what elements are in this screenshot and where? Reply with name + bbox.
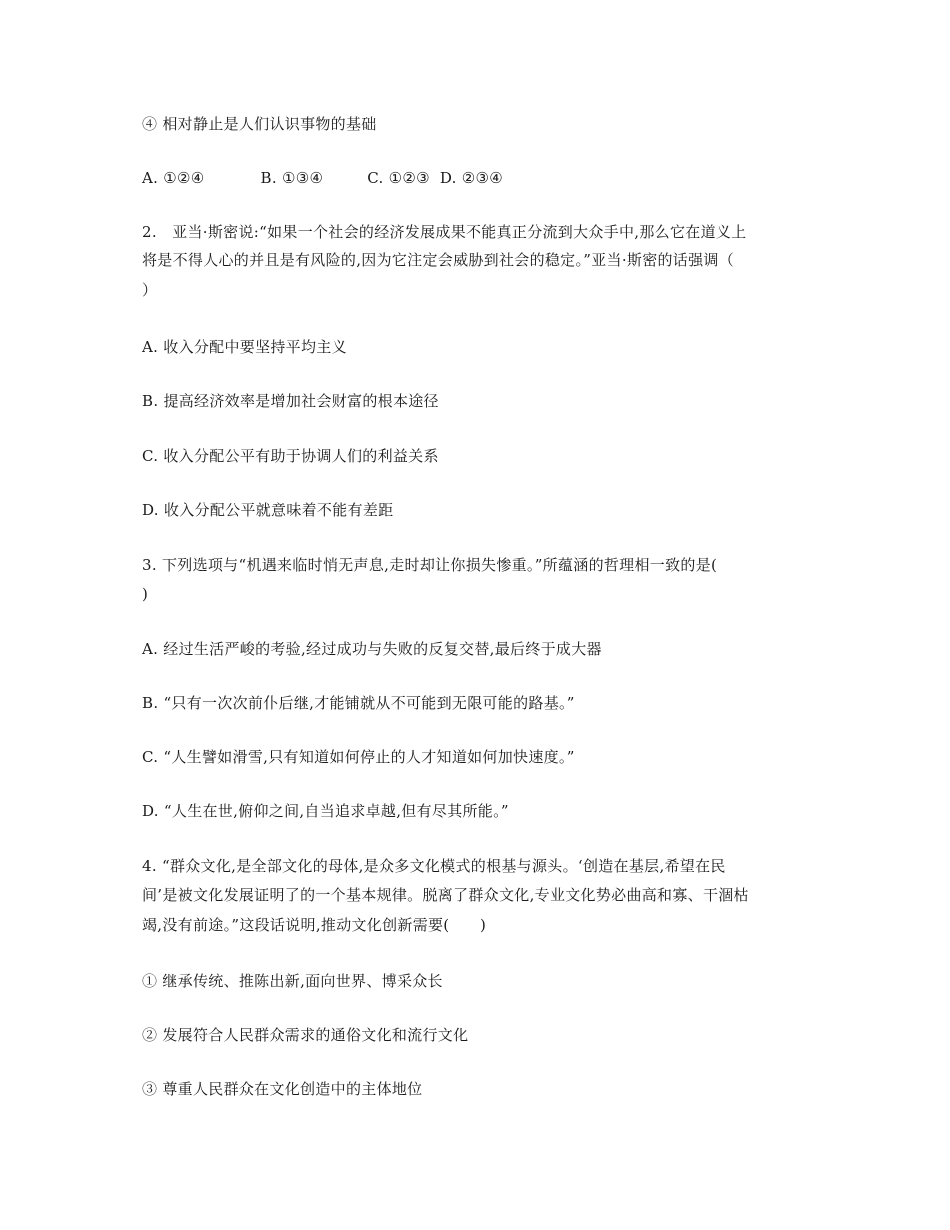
q1-choice-b[interactable]: B. ①③④ bbox=[260, 169, 324, 187]
q4-option-2[interactable]: ② 发展符合人民群众需求的通俗文化和流行文化 bbox=[142, 1026, 469, 1044]
q3-option-c[interactable]: C. “人生譬如滑雪,只有知道如何停止的人才知道如何加快速度。” bbox=[142, 748, 575, 766]
q4-option-1[interactable]: ① 继承传统、推陈出新,面向世界、博采众长 bbox=[142, 972, 443, 990]
q2-stem-line-1: 2. 亚当·斯密说:“如果一个社会的经济发展成果不能真正分流到大众手中,那么它在道义上 bbox=[142, 223, 747, 241]
q3-stem-line-2: ) bbox=[142, 585, 149, 603]
q3-option-a[interactable]: A. 经过生活严峻的考验,经过成功与失败的反复交替,最后终于成大器 bbox=[142, 640, 602, 658]
q2-option-d[interactable]: D. 收入分配公平就意味着不能有差距 bbox=[142, 501, 394, 519]
q1-choices bbox=[142, 167, 822, 189]
q4-stem-line-1: 4. “群众文化,是全部文化的母体,是众多文化模式的根基与源头。‘创造在基层,希望在民 bbox=[142, 857, 726, 875]
q1-choice-a[interactable]: A. ①②④ bbox=[142, 169, 205, 187]
q4-stem-line-3: 竭,没有前途。”这段话说明,推动文化创新需要( ) bbox=[142, 916, 487, 934]
q3-option-d[interactable]: D. “人生在世,俯仰之间,自当追求卓越,但有尽其所能。” bbox=[142, 802, 509, 820]
q2-stem-line-3: ） bbox=[142, 281, 158, 299]
q2-option-b[interactable]: B. 提高经济效率是增加社会财富的根本途径 bbox=[142, 392, 439, 410]
q4-stem-line-2: 间’是被文化发展证明了的一个基本规律。脱离了群众文化,专业文化势必曲高和寡、干涸枯 bbox=[142, 886, 749, 904]
q4-option-3[interactable]: ③ 尊重人民群众在文化创造中的主体地位 bbox=[142, 1080, 423, 1098]
q2-option-a[interactable]: A. 收入分配中要坚持平均主义 bbox=[142, 338, 347, 356]
q1-choice-c[interactable]: C. ①②③ bbox=[367, 169, 430, 187]
q2-option-c[interactable]: C. 收入分配公平有助于协调人们的利益关系 bbox=[142, 447, 439, 465]
q2-stem-line-2: 将是不得人心的并且是有风险的,因为它注定会威胁到社会的稳定。”亚当·斯密的话强调（ bbox=[142, 251, 735, 269]
q1-option-4: ④ 相对静止是人们认识事物的基础 bbox=[142, 115, 377, 133]
q3-option-b[interactable]: B. “只有一次次前仆后继,才能铺就从不可能到无限可能的路基。” bbox=[142, 694, 575, 712]
q3-stem-line-1: 3. 下列选项与“机遇来临时悄无声息,走时却让你损失惨重。”所蕴涵的哲理相一致的是( bbox=[142, 556, 718, 574]
q1-choice-d[interactable]: D. ②③④ bbox=[439, 169, 504, 187]
